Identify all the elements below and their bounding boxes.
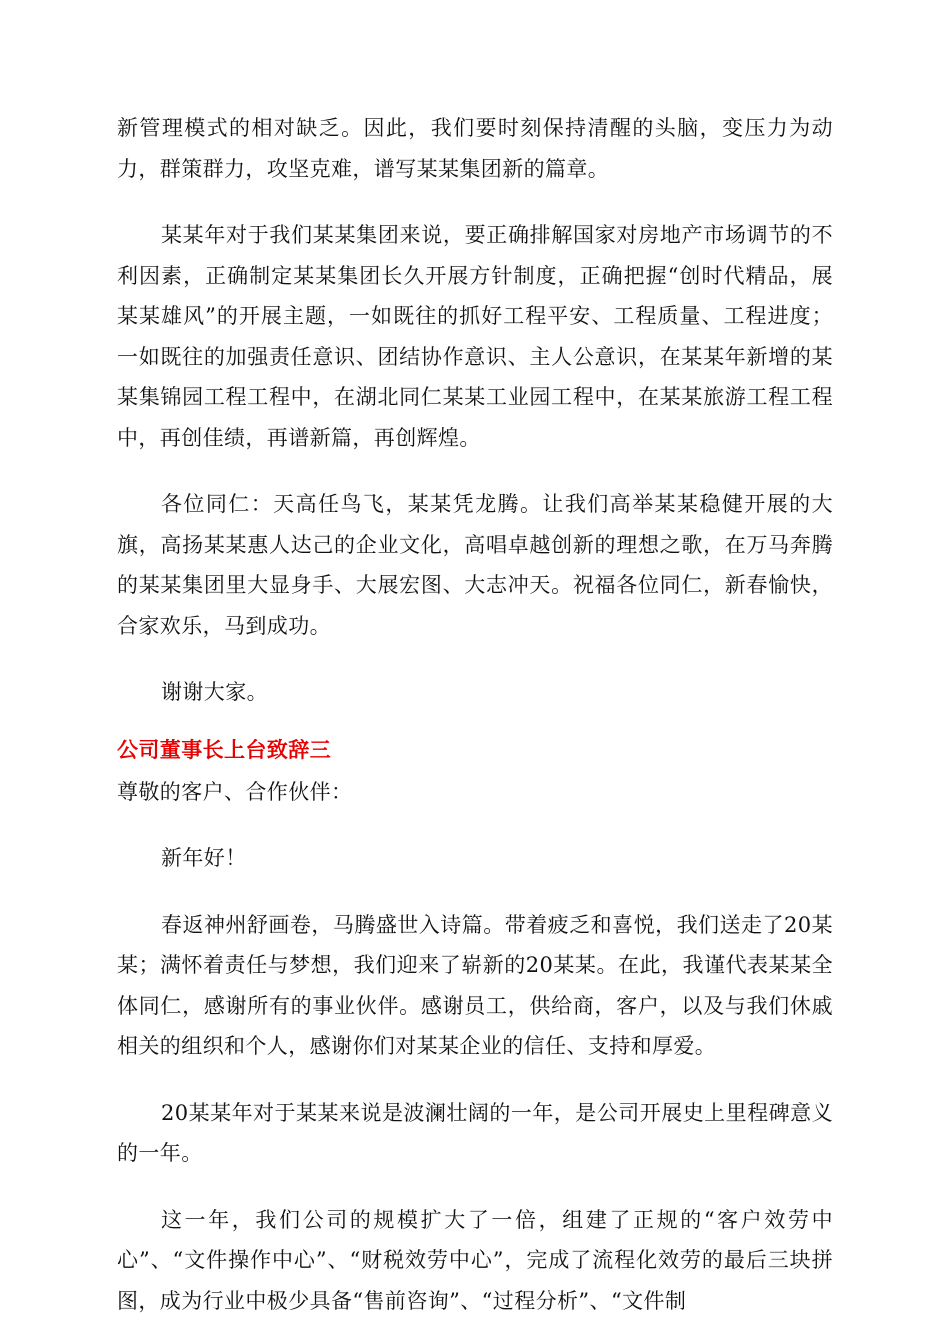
paragraph: 各位同仁：天高任鸟飞，某某凭龙腾。让我们高举某某稳健开展的大旗，高扬某某惠人达己的企业文化，高唱卓越创新的理想之歌，在万马奔腾的某某集团里大显身手、大展宏图、大志冲天。祝福各位同仁，新春愉快，合家欢乐，马到成功。 <box>117 492 833 638</box>
greeting: 新年好！ <box>161 846 247 870</box>
paragraph: 某某年对于我们某某集团来说，要正确排解国家对房地产市场调节的不利因素，正确制定某某集团长久开展方针制度，正确把握“创时代精品，展某某雄风”的开展主题，一如既往的抓好工程平安、工程质量、工程进度；一如既往的加强责任意识、团结协作意识、主人公意识，在某某年新增的某某集锦园工程工程中，在湖北同仁某某工业园工程中，在某某旅游工程工程中，再创佳绩，再谱新篇，再创辉煌。 <box>117 223 833 450</box>
paragraph-continued: 新管理模式的相对缺乏。因此，我们要时刻保持清醒的头脑，变压力为动力，群策群力，攻坚克难，谱写某某集团新的篇章。 <box>117 116 833 181</box>
document-page <box>117 108 833 1321</box>
section-heading: 公司董事长上台致辞三 <box>117 737 331 762</box>
paragraph: 春返神州舒画卷，马腾盛世入诗篇。带着疲乏和喜悦，我们送走了20某某；满怀着责任与梦想，我们迎来了崭新的20某某。在此，我谨代表某某全体同仁，感谢所有的事业伙伴。感谢员工，供给商，客户，以及与我们休戚相关的组织和个人，感谢你们对某某企业的信任、支持和厚爱。 <box>117 912 833 1058</box>
paragraph-truncated: 这一年，我们公司的规模扩大了一倍，组建了正规的“客户效劳中心”、“文件操作中心”、“财税效劳中心”，完成了流程化效劳的最后三块拼图，成为行业中极少具备“售前咨询”、“过程分析”、“文件制 <box>117 1207 833 1313</box>
paragraph: 20某某年对于某某来说是波澜壮阔的一年，是公司开展史上里程碑意义的一年。 <box>117 1100 833 1165</box>
salutation: 尊敬的客户、合作伙伴： <box>117 779 353 804</box>
closing-thanks: 谢谢大家。 <box>161 680 268 704</box>
